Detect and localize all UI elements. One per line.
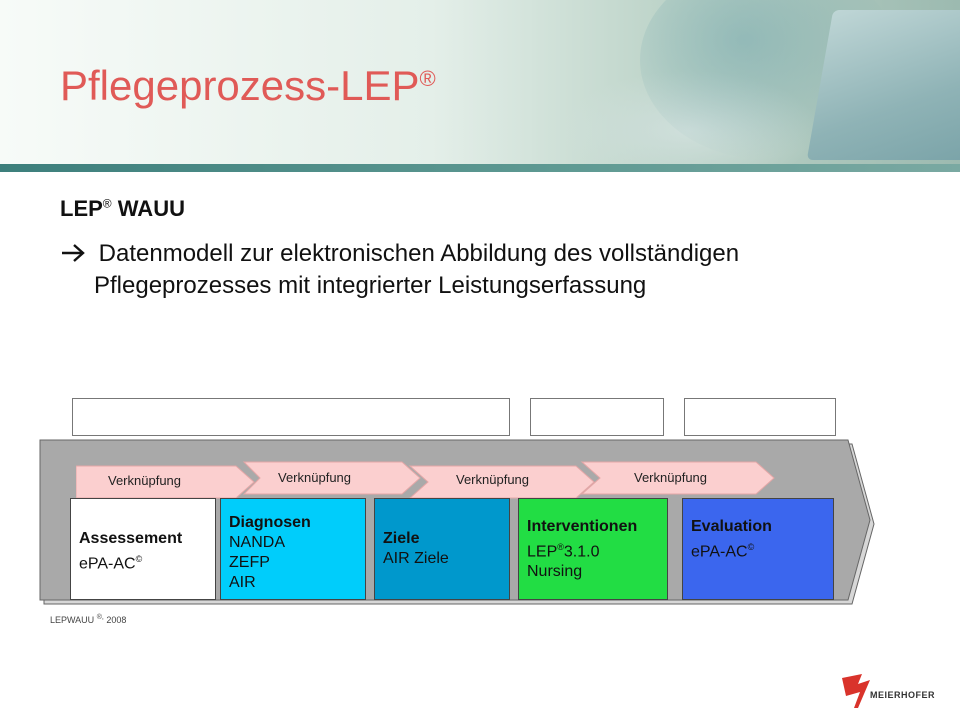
box-ziele xyxy=(374,498,510,600)
page-title: Pflegeprozess-LEP® xyxy=(60,62,436,109)
box-line: ZEFP xyxy=(229,554,270,571)
header-photo-laptop xyxy=(807,10,960,160)
box-line: AIR Ziele xyxy=(383,550,449,567)
box-line: NANDA xyxy=(229,534,286,551)
header-divider xyxy=(0,164,960,172)
body-line-2: Pflegeprozesses mit integrierter Leistungserfassung xyxy=(94,272,647,299)
connector-label-2: Verknüpfung xyxy=(278,470,352,485)
body-line-1: Datenmodell zur elektronischen Abbildung des vollständigen xyxy=(98,240,740,267)
label-zustand: Zustand xyxy=(684,398,836,436)
connector-label-1: Verknüpfung xyxy=(108,473,182,488)
box-assessement xyxy=(70,498,216,600)
box-line: LEP®3.1.0 xyxy=(527,542,600,561)
body-paragraph xyxy=(60,238,890,302)
connector-label-4: Verknüpfung xyxy=(634,470,708,485)
box-interventionen xyxy=(518,498,668,600)
registered-mark: ® xyxy=(102,196,112,211)
connector-label-3: Verknüpfung xyxy=(456,472,530,487)
registered-mark: ® xyxy=(419,66,436,91)
box-diagnosen xyxy=(220,498,366,600)
box-title: Interventionen xyxy=(527,518,638,535)
box-title: Ziele xyxy=(383,530,420,547)
box-title: Assessement xyxy=(79,530,183,547)
box-line: AIR xyxy=(229,574,256,591)
box-title: Diagnosen xyxy=(229,514,311,531)
right-arrow-icon xyxy=(60,240,99,267)
box-line: ePA-AC© xyxy=(691,542,755,561)
section-heading: LEP® WAUU xyxy=(60,196,185,221)
label-beschreibung-zustand: Beschreibung Zustand xyxy=(72,398,510,436)
logo-text: MEIERHOFER xyxy=(870,690,936,700)
label-interventionen: Interventionen xyxy=(530,398,664,436)
box-evaluation xyxy=(682,498,834,600)
box-title: Evaluation xyxy=(691,518,772,535)
box-line: Nursing xyxy=(527,563,583,581)
footnote: LEPWAUU ®, 2008 xyxy=(50,614,127,625)
box-line: ePA-AC© xyxy=(79,554,143,573)
